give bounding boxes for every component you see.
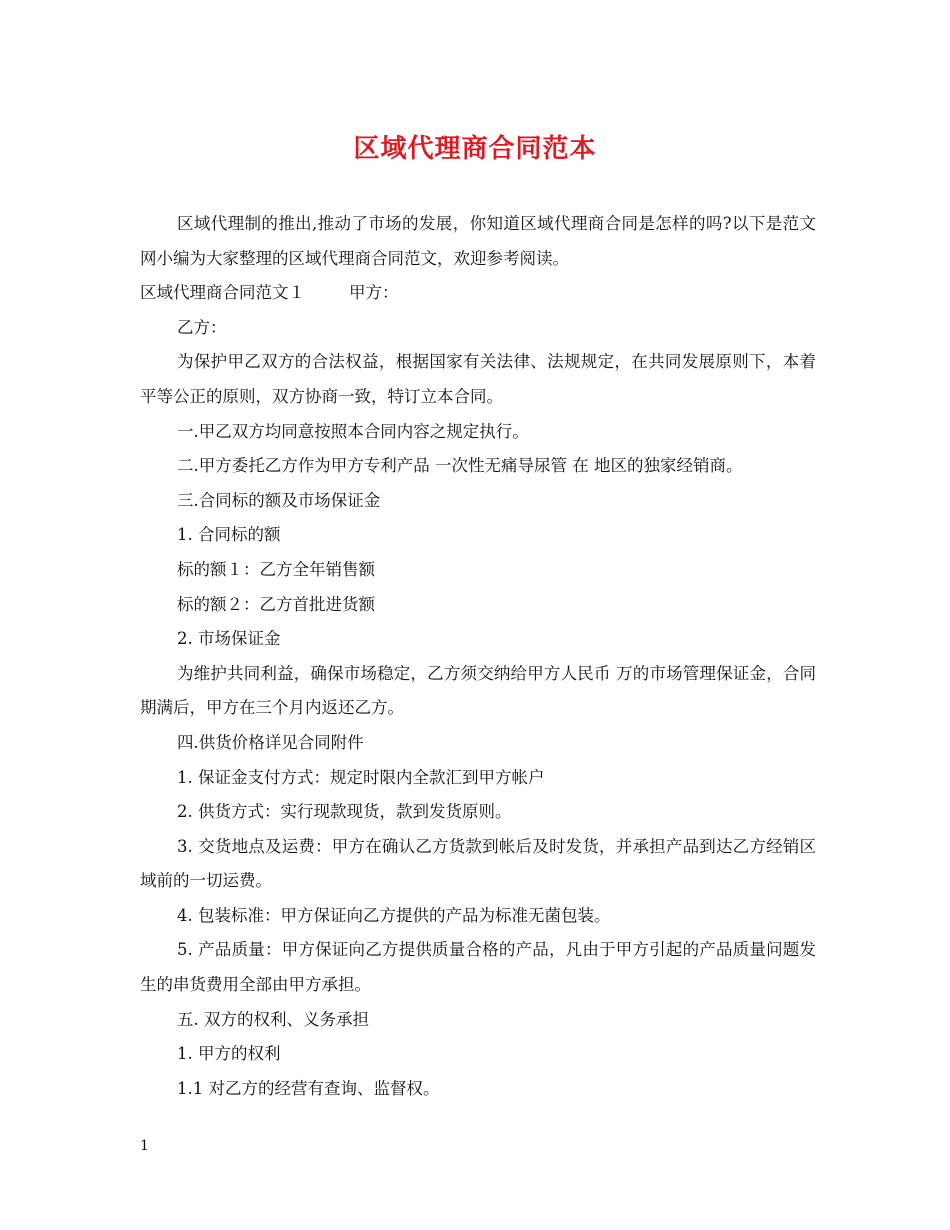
clause-5-1-heading: 1. 甲方的权利 <box>177 1044 281 1064</box>
deposit-paragraph: 为维护共同利益，确保市场稳定，乙方须交纳给甲方人民币 万的市场管理保证金，合同期满后，甲方在三个月内返还乙方。 <box>140 663 816 718</box>
target-amount-2: 标的额２：乙方首批进货额 <box>177 594 375 614</box>
clause-4-5: 5. 产品质量：甲方保证向乙方提供质量合格的产品，凡由于甲方引起的产品质量问题发生的串货费用全部由甲方承担。 <box>140 940 816 995</box>
clause-4-4: 4. 包装标准：甲方保证向乙方提供的产品为标准无菌包装。 <box>177 905 611 925</box>
clause-5-1-1: 1.1 对乙方的经营有查询、监督权。 <box>177 1078 440 1098</box>
clause-2: 二.甲方委托乙方作为甲方专利产品 一次性无痛导尿管 在 地区的独家经销商。 <box>177 456 743 476</box>
intro-paragraph: 区域代理制的推出,推动了市场的发展，你知道区域代理商合同是怎样的吗?以下是范文网小编为大家整理的区域代理商合同范文，欢迎参考阅读。 <box>140 214 816 268</box>
preamble-paragraph: 为保护甲乙双方的合法权益，根据国家有关法律、法规规定，在共同发展原则下，本着平等公正的原则，双方协商一致，特订立本合同。 <box>140 352 816 406</box>
document-title: 区域代理商合同范本 <box>353 134 597 164</box>
party-b-label: 乙方： <box>177 317 227 337</box>
clause-4-1: 1. 保证金支付方式：规定时限内全款汇到甲方帐户 <box>177 767 545 787</box>
contract-sample-label: 区域代理商合同范文１ <box>140 283 305 303</box>
clause-3-1-heading: 1. 合同标的额 <box>177 525 281 545</box>
clause-3-2-heading: 2. 市场保证金 <box>177 629 281 649</box>
clause-4-3: 3. 交货地点及运费：甲方在确认乙方货款到帐后及时发货，并承担产品到达乙方经销区域前的一切运费。 <box>140 836 816 891</box>
clause-1: 一.甲乙双方均同意按照本合同内容之规定执行。 <box>177 421 529 441</box>
clause-4-2: 2. 供货方式：实行现款现货，款到发货原则。 <box>177 802 512 822</box>
clause-3-heading: 三.合同标的额及市场保证金 <box>177 490 381 510</box>
clause-5-heading: 五. 双方的权利、义务承担 <box>177 1009 369 1029</box>
document-body <box>140 207 816 1106</box>
clause-4-heading: 四.供货价格详见合同附件 <box>177 732 364 752</box>
party-a-label: 甲方： <box>349 283 399 303</box>
target-amount-1: 标的额１：乙方全年销售额 <box>177 559 375 579</box>
page-number: 1 <box>140 1138 149 1154</box>
contract-heading-line <box>140 276 816 311</box>
